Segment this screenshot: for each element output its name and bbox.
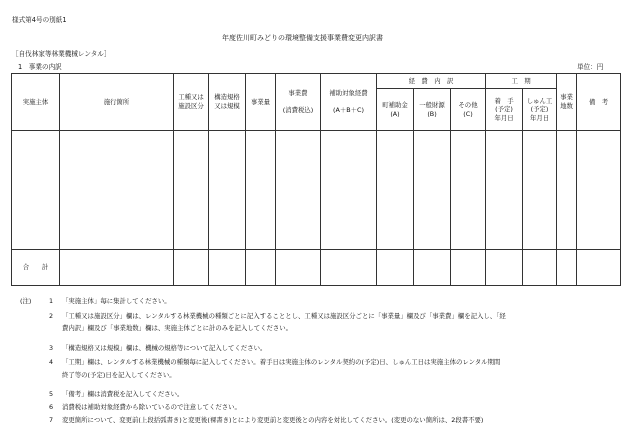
document-title: 年度佐川町みどりの環境整備支援事業費変更内訳書 [222, 34, 383, 42]
note-number: 3 [49, 344, 54, 352]
note-number: 5 [49, 390, 54, 398]
note-number: 2 [49, 312, 54, 320]
cell-shunkou[interactable] [523, 131, 557, 250]
note-text: 費内訳」欄及び「事業地数」欄は、実施主体ごとに計のみを記入してください。 [62, 324, 293, 332]
table-row [12, 131, 621, 250]
header-chakushu: 着 手 (予定) 年月日 [486, 89, 523, 131]
total-ippan[interactable] [414, 250, 451, 286]
header-jigyouryou: 事業量 [246, 74, 276, 131]
header-sekou: 施行箇所 [60, 74, 174, 131]
note-text: 終了等の(予定)日を記入してください。 [62, 371, 176, 379]
total-chisuu[interactable] [557, 250, 577, 286]
note-text: 「工期」欄は、レンタルする林業機械の種類毎に記入してください。着手日は実施主体のレンタル契約の(予定)日、しゅん工日は実施主体のレンタル期間 [62, 358, 501, 366]
total-bikou[interactable] [577, 250, 621, 286]
note-number: 1 [49, 297, 54, 305]
header-bikou: 備 考 [577, 74, 621, 131]
breakdown-table [11, 73, 621, 286]
notes-mark: (注) [20, 297, 32, 305]
note-text: 消費税は補助対象経費から除いているので注意してください。 [62, 403, 241, 411]
note-text: 「実施主体」毎に集計してください。 [62, 297, 171, 305]
header-group-keihi: 経 費 内 訳 [377, 74, 486, 89]
cell-kikaku[interactable] [209, 131, 246, 250]
total-koushu[interactable] [174, 250, 209, 286]
note-number: 7 [49, 416, 54, 424]
header-group-kouki: 工 期 [486, 74, 557, 89]
total-sekou[interactable] [60, 250, 174, 286]
cell-jigyouryou[interactable] [246, 131, 276, 250]
cell-chou[interactable] [377, 131, 414, 250]
total-label: 合 計 [12, 250, 60, 286]
cell-jisshi[interactable] [12, 131, 60, 250]
unit-label: 単位：円 [577, 63, 604, 71]
total-hojo[interactable] [321, 250, 377, 286]
note-number: 6 [49, 403, 54, 411]
note-text: 「構造規格又は規模」欄は、機械の規格等について記入してください。 [62, 344, 267, 352]
note-text: 「工種又は施設区分」欄は、レンタルする林業機械の種類ごとに記入することとし、工種又は施設区分ごとに「事業量」欄及び「事業費」欄を記入し、「経 [62, 312, 506, 320]
header-chisuu: 事業 地数 [557, 74, 577, 131]
cell-koushu[interactable] [174, 131, 209, 250]
cell-sekou[interactable] [60, 131, 174, 250]
header-ippan: 一般財源 (B) [414, 89, 451, 131]
total-jigyouhi[interactable] [276, 250, 321, 286]
cell-bikou[interactable] [577, 131, 621, 250]
header-kikaku: 構造規格 又は規模 [209, 74, 246, 131]
total-jigyouryou[interactable] [246, 250, 276, 286]
section-heading: 1 事業の内訳 [18, 63, 62, 71]
cell-jigyouhi[interactable] [276, 131, 321, 250]
header-sonota: その他 (C) [451, 89, 486, 131]
total-row [12, 250, 621, 286]
total-kikaku[interactable] [209, 250, 246, 286]
header-jigyouhi: 事業費 (消費税込) [276, 74, 321, 131]
cell-ippan[interactable] [414, 131, 451, 250]
cell-chakushu[interactable] [486, 131, 523, 250]
cell-hojo[interactable] [321, 131, 377, 250]
header-koushu: 工種又は 施設区分 [174, 74, 209, 131]
total-sonota[interactable] [451, 250, 486, 286]
header-chou: 町補助金 (A) [377, 89, 414, 131]
header-jisshi: 実施主体 [12, 74, 60, 131]
total-shunkou[interactable] [523, 250, 557, 286]
note-text: 変更箇所について、変更前(上段括弧書き)と変更後(裸書き)とにより変更前と変更後との内容を対比してください。(変更のない箇所は、2段書不要) [62, 416, 484, 424]
cell-chisuu[interactable] [557, 131, 577, 250]
category-label: ［自伐林家等林業機械レンタル］ [12, 50, 111, 58]
total-chakushu[interactable] [486, 250, 523, 286]
header-hojo: 補助対象経費 (A＋B＋C) [321, 74, 377, 131]
cell-sonota[interactable] [451, 131, 486, 250]
total-chou[interactable] [377, 250, 414, 286]
header-shunkou: しゅん工 (予定) 年月日 [523, 89, 557, 131]
note-text: 「備考」欄は消費税を記入してください。 [62, 390, 184, 398]
note-number: 4 [49, 358, 54, 366]
form-id: 様式第4号の別紙1 [12, 16, 67, 24]
